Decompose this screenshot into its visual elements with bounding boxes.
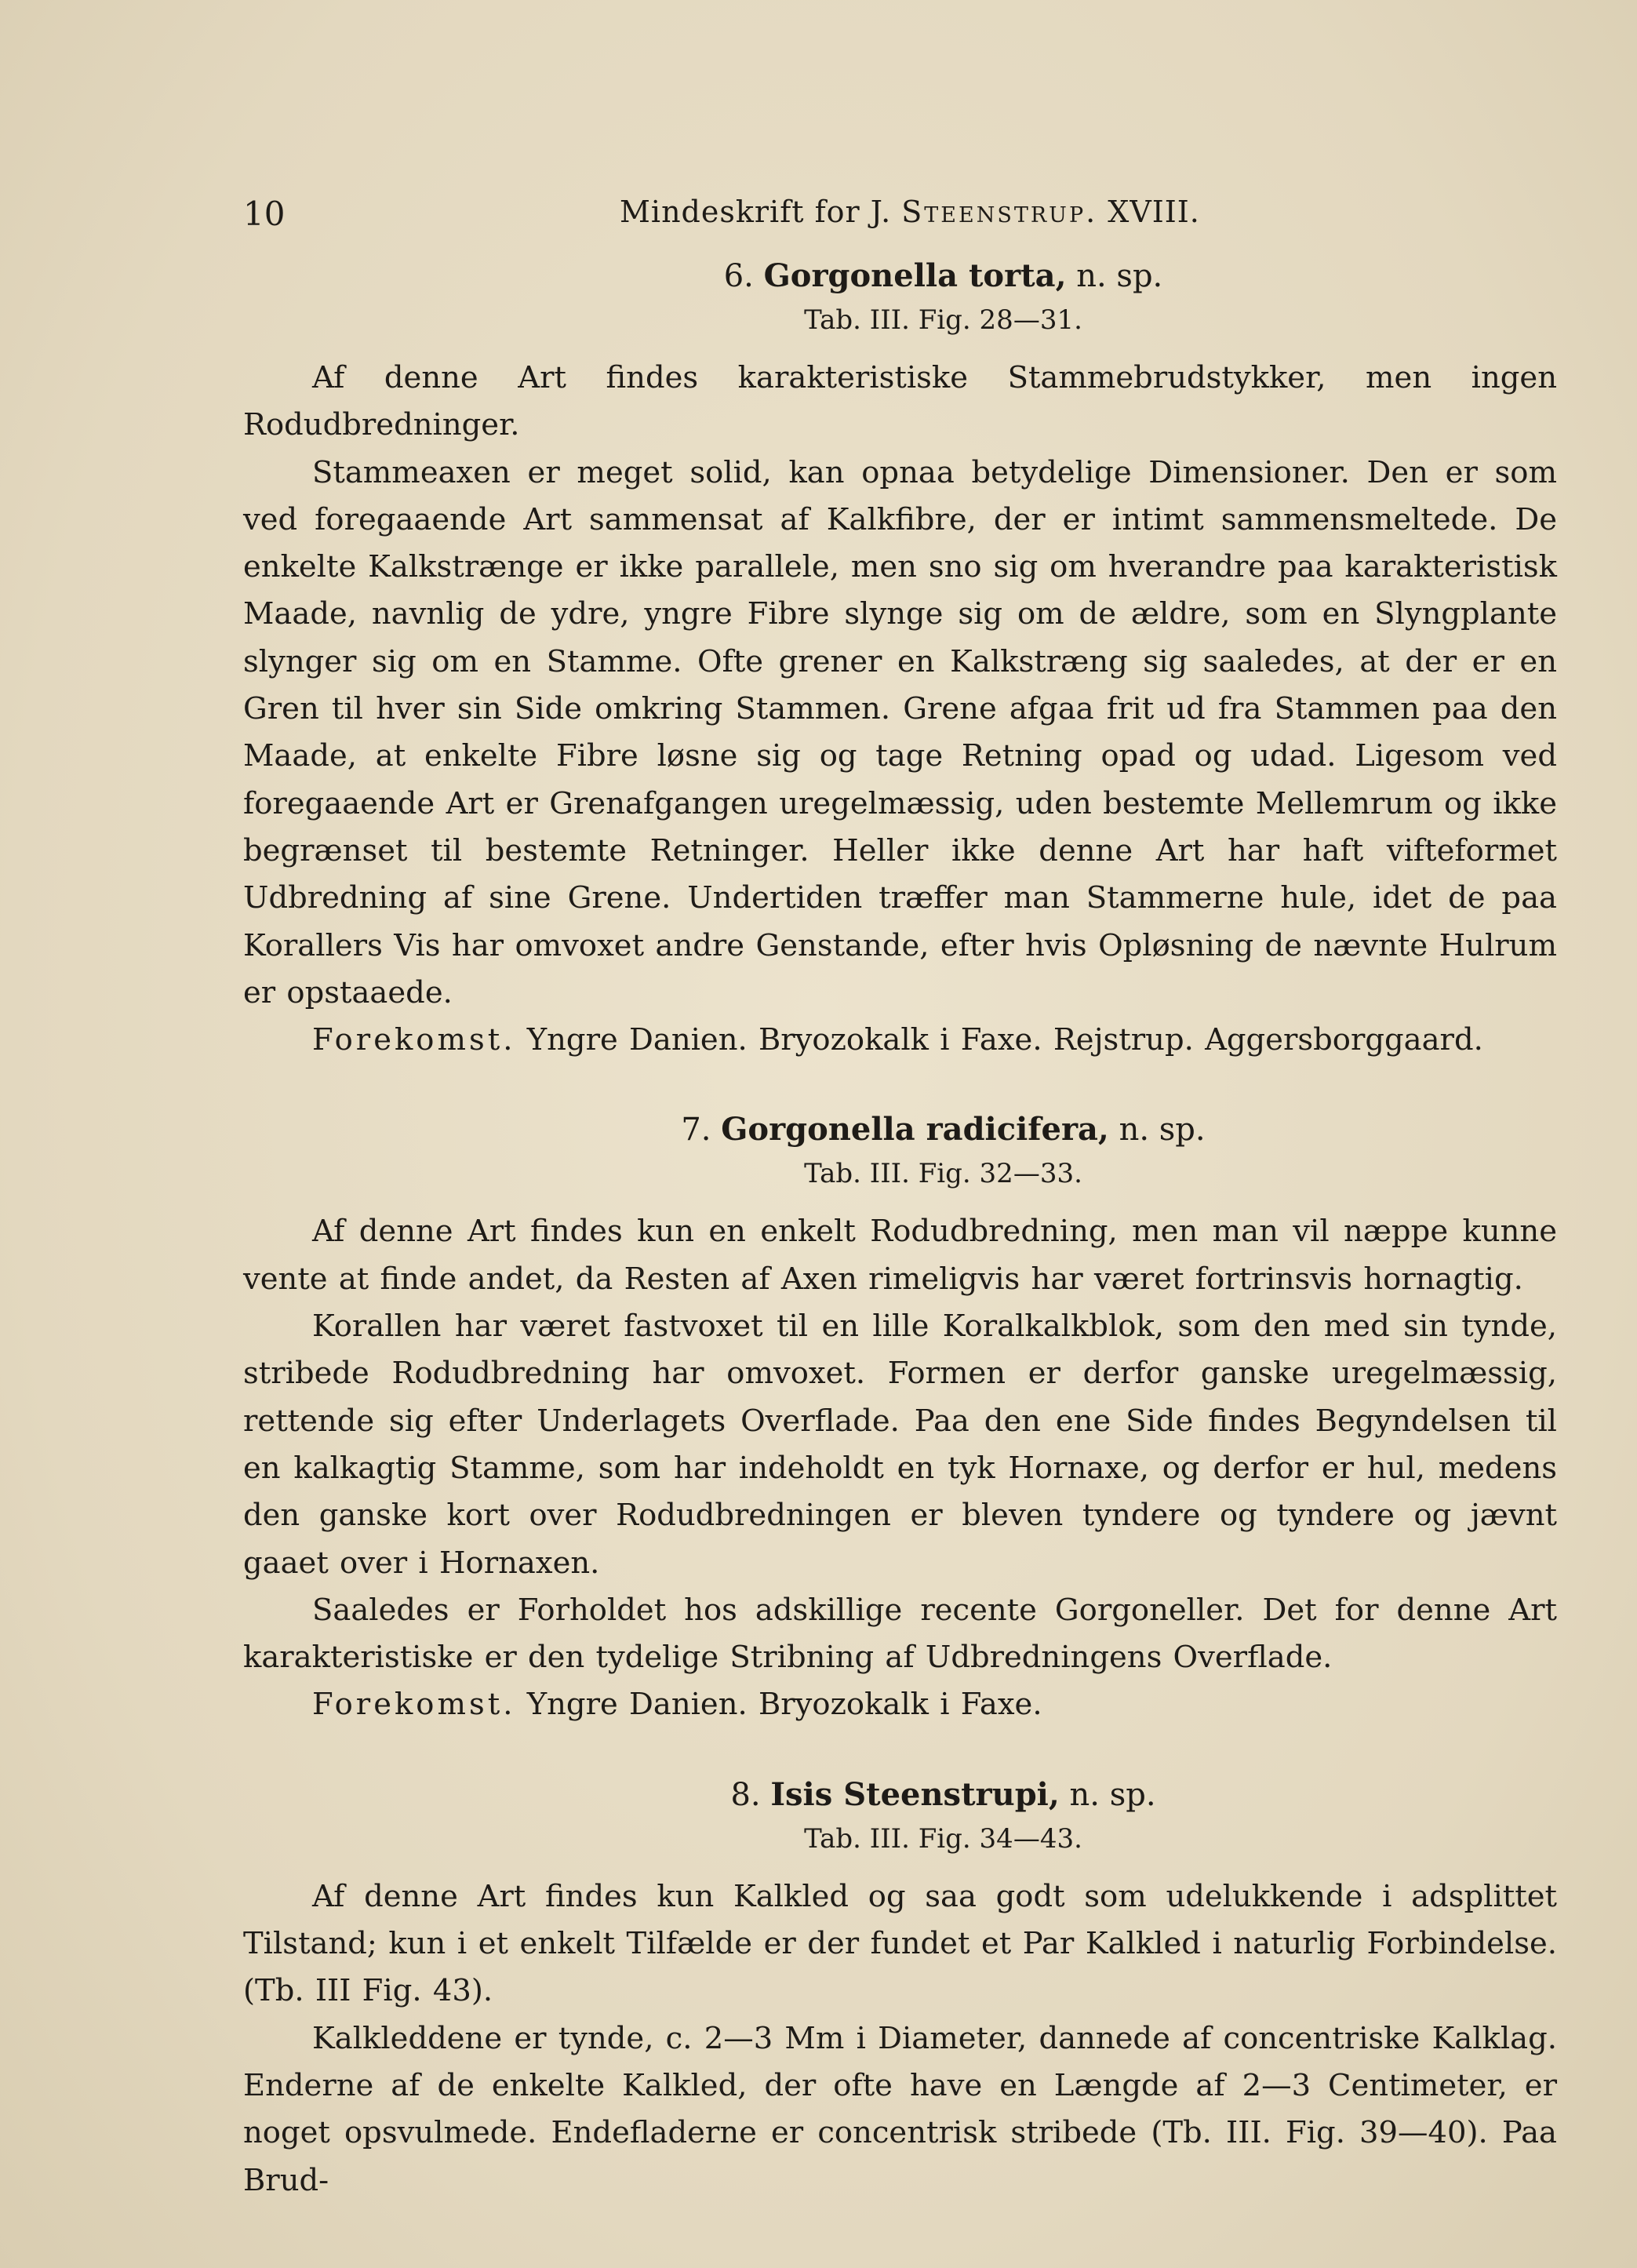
species-status: n. sp.	[1119, 1112, 1206, 1149]
species-number: 8.	[730, 1776, 761, 1813]
text-block	[243, 253, 1557, 2247]
running-head	[243, 195, 1577, 242]
species-name: Gorgonella torta,	[763, 257, 1067, 294]
species-section-6	[243, 253, 1557, 1064]
paragraph: Korallen har været fastvoxet til en lille Koralkalkblok, som den med sin tynde, stribede Rodudbredning har omvoxet. Formen er derfor ganske uregelmæssig, rettende sig efter Underlagets Overflade. Paa den ene Side findes Begyndelsen til en kalkagtig Stamme, som har indeholdt en tyk Hornaxe, og derfor er hul, medens den ganske kort over Rodudbredningen er bleven tyndere og tyndere og jævnt gaaet over i Hornaxen.	[243, 1309, 1557, 1581]
paragraph: Af denne Art findes kun Kalkled og saa godt som udelukkende i adsplittet Tilstand; kun i et enkelt Tilfælde er der fundet et Par Kalkled i naturlig Forbindelse. (Tb. III Fig. 43).	[243, 1878, 1557, 2009]
occurrence-text: Yngre Danien. Bryozokalk i Faxe.	[526, 1687, 1042, 1723]
species-number: 7.	[681, 1112, 711, 1149]
species-status: n. sp.	[1069, 1776, 1156, 1813]
species-number: 6.	[723, 258, 754, 294]
occurrence-label: Forekomst.	[312, 1022, 516, 1058]
occurrence-paragraph	[243, 1017, 1557, 1064]
plate-reference: Tab. III. Fig. 28—31.	[804, 304, 1082, 336]
species-heading	[243, 253, 1557, 300]
paragraph: Saaledes er Forholdet hos adskillige recente Gorgoneller. Det for denne Art karakteristiske er den tydelige Stribning af Udbredningens Overflade.	[243, 1592, 1557, 1676]
occurrence-label: Forekomst.	[312, 1687, 516, 1723]
occurrence-paragraph	[243, 1681, 1557, 1728]
species-section-8	[243, 1771, 1557, 2204]
journal-title: Mindeskrift for J.	[620, 195, 892, 229]
plate-reference: Tab. III. Fig. 32—33.	[804, 1158, 1082, 1190]
author-name: Steenstrup.	[901, 195, 1098, 229]
paragraph: Af denne Art findes kun en enkelt Rodudbredning, men man vil næppe kunne vente at finde andet, da Resten af Axen rimeligvis har været fortrinsvis hornagtig.	[243, 1214, 1557, 1297]
volume-number: XVIII.	[1108, 195, 1200, 229]
species-status: n. sp.	[1076, 258, 1163, 294]
paragraph: Stammeaxen er meget solid, kan opnaa betydelige Dimensioner. Den er som ved foregaaende Art sammensat af Kalkfibre, der er intimt sammensmeltede. De enkelte Kalkstrænge er ikke parallele, men sno sig om hverandre paa karakteristisk Maade, navnlig de ydre, yngre Fibre slynge sig om de ældre, som en Slyngplante slynger sig om en Stamme. Ofte grener en Kalkstræng sig saaledes, at der er en Gren til hver sin Side omkring Stammen. Grene afgaa frit ud fra Stammen paa den Maade, at enkelte Fibre løsne sig og tage Retning opad og udad. Ligesom ved foregaaende Art er Grenafgangen uregelmæssig, uden bestemte Mellemrum og ikke begrænset til bestemte Retninger. Heller ikke denne Art har haft vifteformet Udbredning af sine Grene. Undertiden træffer man Stammerne hule, idet de paa Korallers Vis har omvoxet andre Genstande, efter hvis Opløsning de nævnte Hulrum er opstaaede.	[243, 454, 1557, 1010]
paragraph: Af denne Art findes karakteristiske Stammebrudstykker, men ingen Rodudbredninger.	[243, 360, 1557, 443]
species-heading	[243, 1106, 1557, 1153]
species-name: Gorgonella radicifera,	[721, 1111, 1109, 1149]
paragraph: Kalkleddene er tynde, c. 2—3 Mm i Diameter, dannede af concentriske Kalklag. Enderne af de enkelte Kalkled, der ofte have en Længde af 2—3 Centimeter, er noget opsvulmede. Endefladerne er concentrisk stribede (Tb. III. Fig. 39—40). Paa Brud-	[243, 2020, 1557, 2198]
plate-reference: Tab. III. Fig. 34—43.	[804, 1822, 1082, 1855]
species-section-7	[243, 1106, 1557, 1728]
species-heading	[243, 1771, 1557, 1818]
running-title	[620, 195, 1200, 229]
occurrence-text: Yngre Danien. Bryozokalk i Faxe. Rejstrup. Aggersborggaard.	[526, 1022, 1483, 1058]
page-number: 10	[243, 195, 286, 233]
species-name: Isis Steenstrupi,	[770, 1775, 1060, 1813]
